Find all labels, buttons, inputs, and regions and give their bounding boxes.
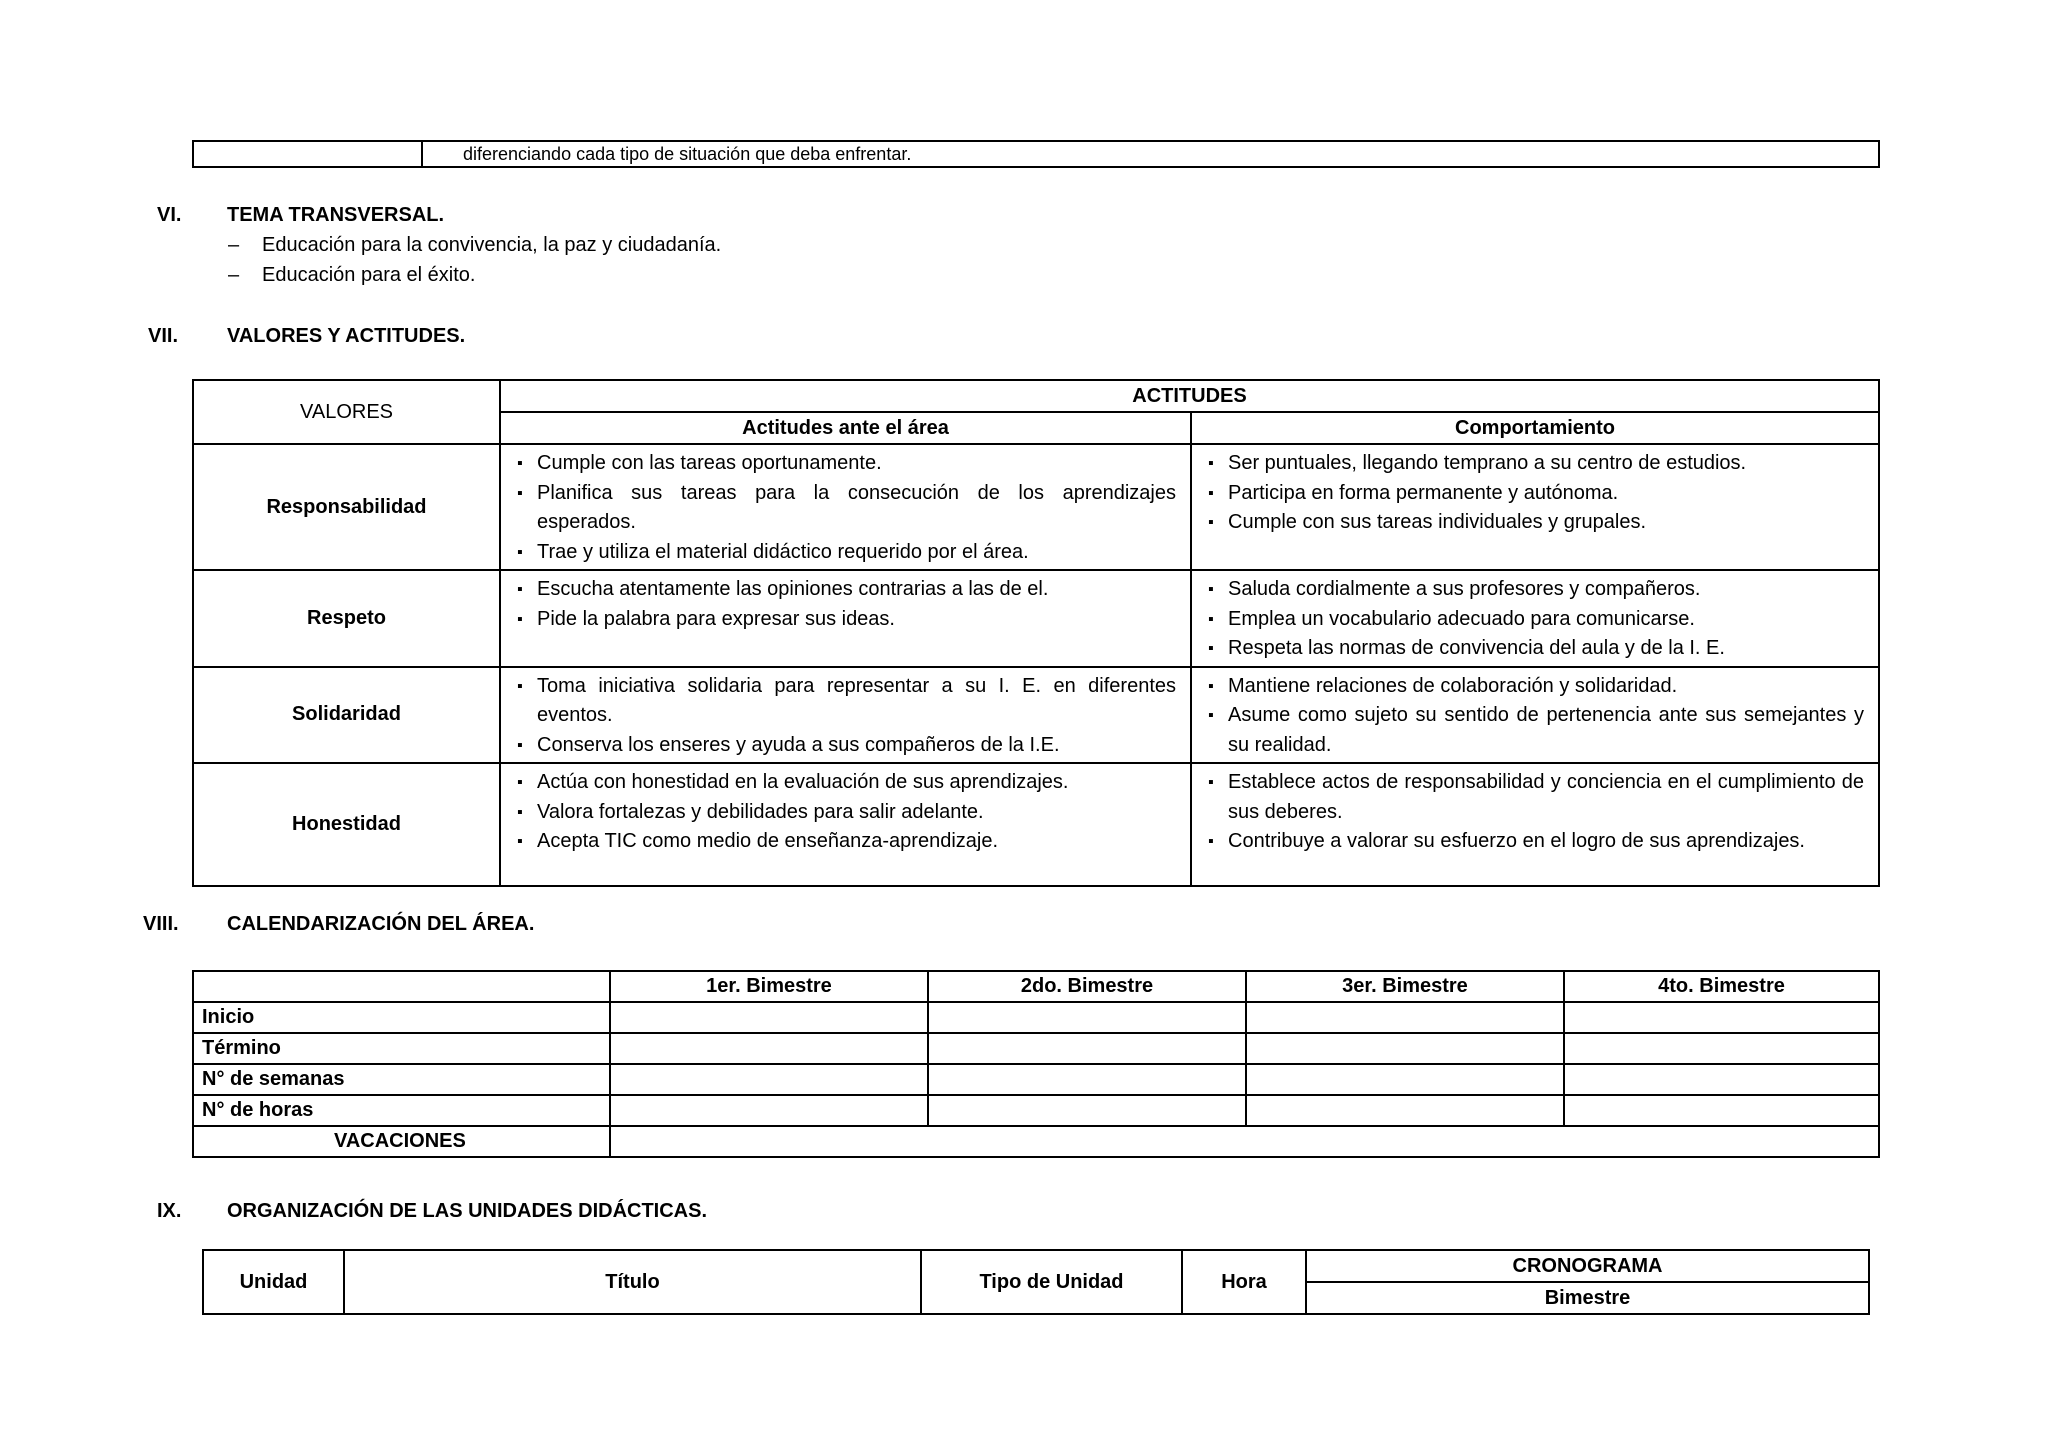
empty-cell [610,1064,928,1095]
table-header-row [193,971,1879,1002]
empty-cell [1246,1002,1564,1033]
table-row [193,570,1879,667]
header-actitudes: ACTITUDES [500,380,1879,412]
empty-cell [1246,1064,1564,1095]
empty-cell [193,971,610,1002]
empty-cell [193,141,422,167]
list-item: ▪ Emplea un vocabulario adecuado para comunicarse. [1206,605,1864,635]
header-bimestre-4: 4to. Bimestre [1564,971,1879,1002]
section-8-number: VIII. [143,913,179,935]
valor-cell: Solidaridad [193,667,500,764]
valor-cell: Honestidad [193,763,500,886]
header-bimestre-1: 1er. Bimestre [610,971,928,1002]
empty-cell [1246,1033,1564,1064]
list-item: ▪ Saluda cordialmente a sus profesores y compañeros. [1206,575,1864,605]
dash-bullet-icon: – [228,234,240,256]
comportamiento-cell [1191,667,1879,764]
table-row [193,444,1879,570]
table-row [193,1064,1879,1095]
list-item: ▪ Cumple con sus tareas individuales y grupales. [1206,508,1864,538]
table-row [193,1002,1879,1033]
list-item: ▪ Escucha atentamente las opiniones contrarias a las de el. [515,575,1176,605]
empty-cell [1564,1095,1879,1126]
vacaciones-label: VACACIONES [193,1126,610,1157]
header-tipo-unidad: Tipo de Unidad [921,1250,1182,1314]
units-table [202,1249,1870,1315]
table-row [193,1126,1879,1157]
header-unidad: Unidad [203,1250,344,1314]
header-bimestre-3: 3er. Bimestre [1246,971,1564,1002]
header-actitudes-area: Actitudes ante el área [500,412,1191,444]
list-item: ▪ Participa en forma permanente y autónoma. [1206,479,1864,509]
header-cronograma: CRONOGRAMA [1306,1250,1869,1282]
area-cell [500,444,1191,570]
empty-cell [610,1095,928,1126]
section-7-title: VALORES Y ACTITUDES. [227,325,466,347]
list-item: ▪ Valora fortalezas y debilidades para salir adelante. [515,798,1176,828]
table-row [193,141,1879,167]
row-label: Término [193,1033,610,1064]
empty-cell [610,1126,1879,1157]
list-item: ▪ Acepta TIC como medio de enseñanza-aprendizaje. [515,827,1176,857]
valor-cell: Respeto [193,570,500,667]
section-9-title: ORGANIZACIÓN DE LAS UNIDADES DIDÁCTICAS. [227,1200,708,1222]
area-cell [500,763,1191,886]
list-item: ▪ Planifica sus tareas para la consecución de los aprendizajes esperados. [515,479,1176,538]
section-7-number: VII. [148,325,179,347]
comportamiento-cell [1191,763,1879,886]
empty-cell [928,1002,1246,1033]
empty-cell [610,1002,928,1033]
table-header-row [203,1250,1869,1282]
empty-cell [1246,1095,1564,1126]
empty-cell [610,1033,928,1064]
list-item: ▪ Asume como sujeto su sentido de pertenencia ante sus semejantes y su realidad. [1206,701,1864,760]
list-item: ▪ Mantiene relaciones de colaboración y solidaridad. [1206,672,1864,702]
comportamiento-cell [1191,444,1879,570]
table-header-row [193,380,1879,412]
table-row [193,1095,1879,1126]
list-item-text: Educación para la convivencia, la paz y ciudadanía. [262,234,722,256]
list-item: ▪ Ser puntuales, llegando temprano a su centro de estudios. [1206,449,1864,479]
list-item: ▪ Contribuye a valorar su esfuerzo en el logro de sus aprendizajes. [1206,827,1864,857]
list-item: ▪ Establece actos de responsabilidad y conciencia en el cumplimiento de sus deberes. [1206,768,1864,827]
row-label: Inicio [193,1002,610,1033]
header-comportamiento: Comportamiento [1191,412,1879,444]
header-valores: VALORES [193,380,500,444]
table-row [193,763,1879,886]
empty-cell [928,1033,1246,1064]
row-label: N° de semanas [193,1064,610,1095]
list-item [228,234,721,257]
list-item: ▪ Actúa con honestidad en la evaluación de sus aprendizajes. [515,768,1176,798]
values-attitudes-table [192,379,1880,887]
list-item: ▪ Cumple con las tareas oportunamente. [515,449,1176,479]
section-8-title: CALENDARIZACIÓN DEL ÁREA. [227,913,535,935]
empty-cell [1564,1064,1879,1095]
list-item: ▪ Trae y utiliza el material didáctico requerido por el área. [515,538,1176,568]
list-item: ▪ Respeta las normas de convivencia del aula y de la I. E. [1206,634,1864,664]
header-bimestre-2: 2do. Bimestre [928,971,1246,1002]
section-9-number: IX. [157,1200,182,1222]
empty-cell [928,1095,1246,1126]
comportamiento-cell [1191,570,1879,667]
area-cell [500,570,1191,667]
dash-bullet-icon: – [228,264,240,286]
section-6-title: TEMA TRANSVERSAL. [227,204,445,226]
header-hora: Hora [1182,1250,1306,1314]
row-label: N° de horas [193,1095,610,1126]
area-cell [500,667,1191,764]
table-row [193,1033,1879,1064]
calendar-table [192,970,1880,1158]
empty-cell [1564,1002,1879,1033]
section-6-number: VI. [157,204,182,226]
list-item: ▪ Pide la palabra para expresar sus ideas. [515,605,1176,635]
continuation-table [192,140,1880,168]
list-item-text: Educación para el éxito. [262,264,476,286]
list-item: ▪ Conserva los enseres y ayuda a sus compañeros de la I.E. [515,731,1176,761]
empty-cell [1564,1033,1879,1064]
continuation-text: diferenciando cada tipo de situación que deba enfrentar. [422,141,1879,167]
header-bimestre: Bimestre [1306,1282,1869,1314]
empty-cell [928,1064,1246,1095]
list-item: ▪ Toma iniciativa solidaria para representar a su I. E. en diferentes eventos. [515,672,1176,731]
header-titulo: Título [344,1250,921,1314]
valor-cell: Responsabilidad [193,444,500,570]
table-row [193,667,1879,764]
list-item [228,264,475,287]
